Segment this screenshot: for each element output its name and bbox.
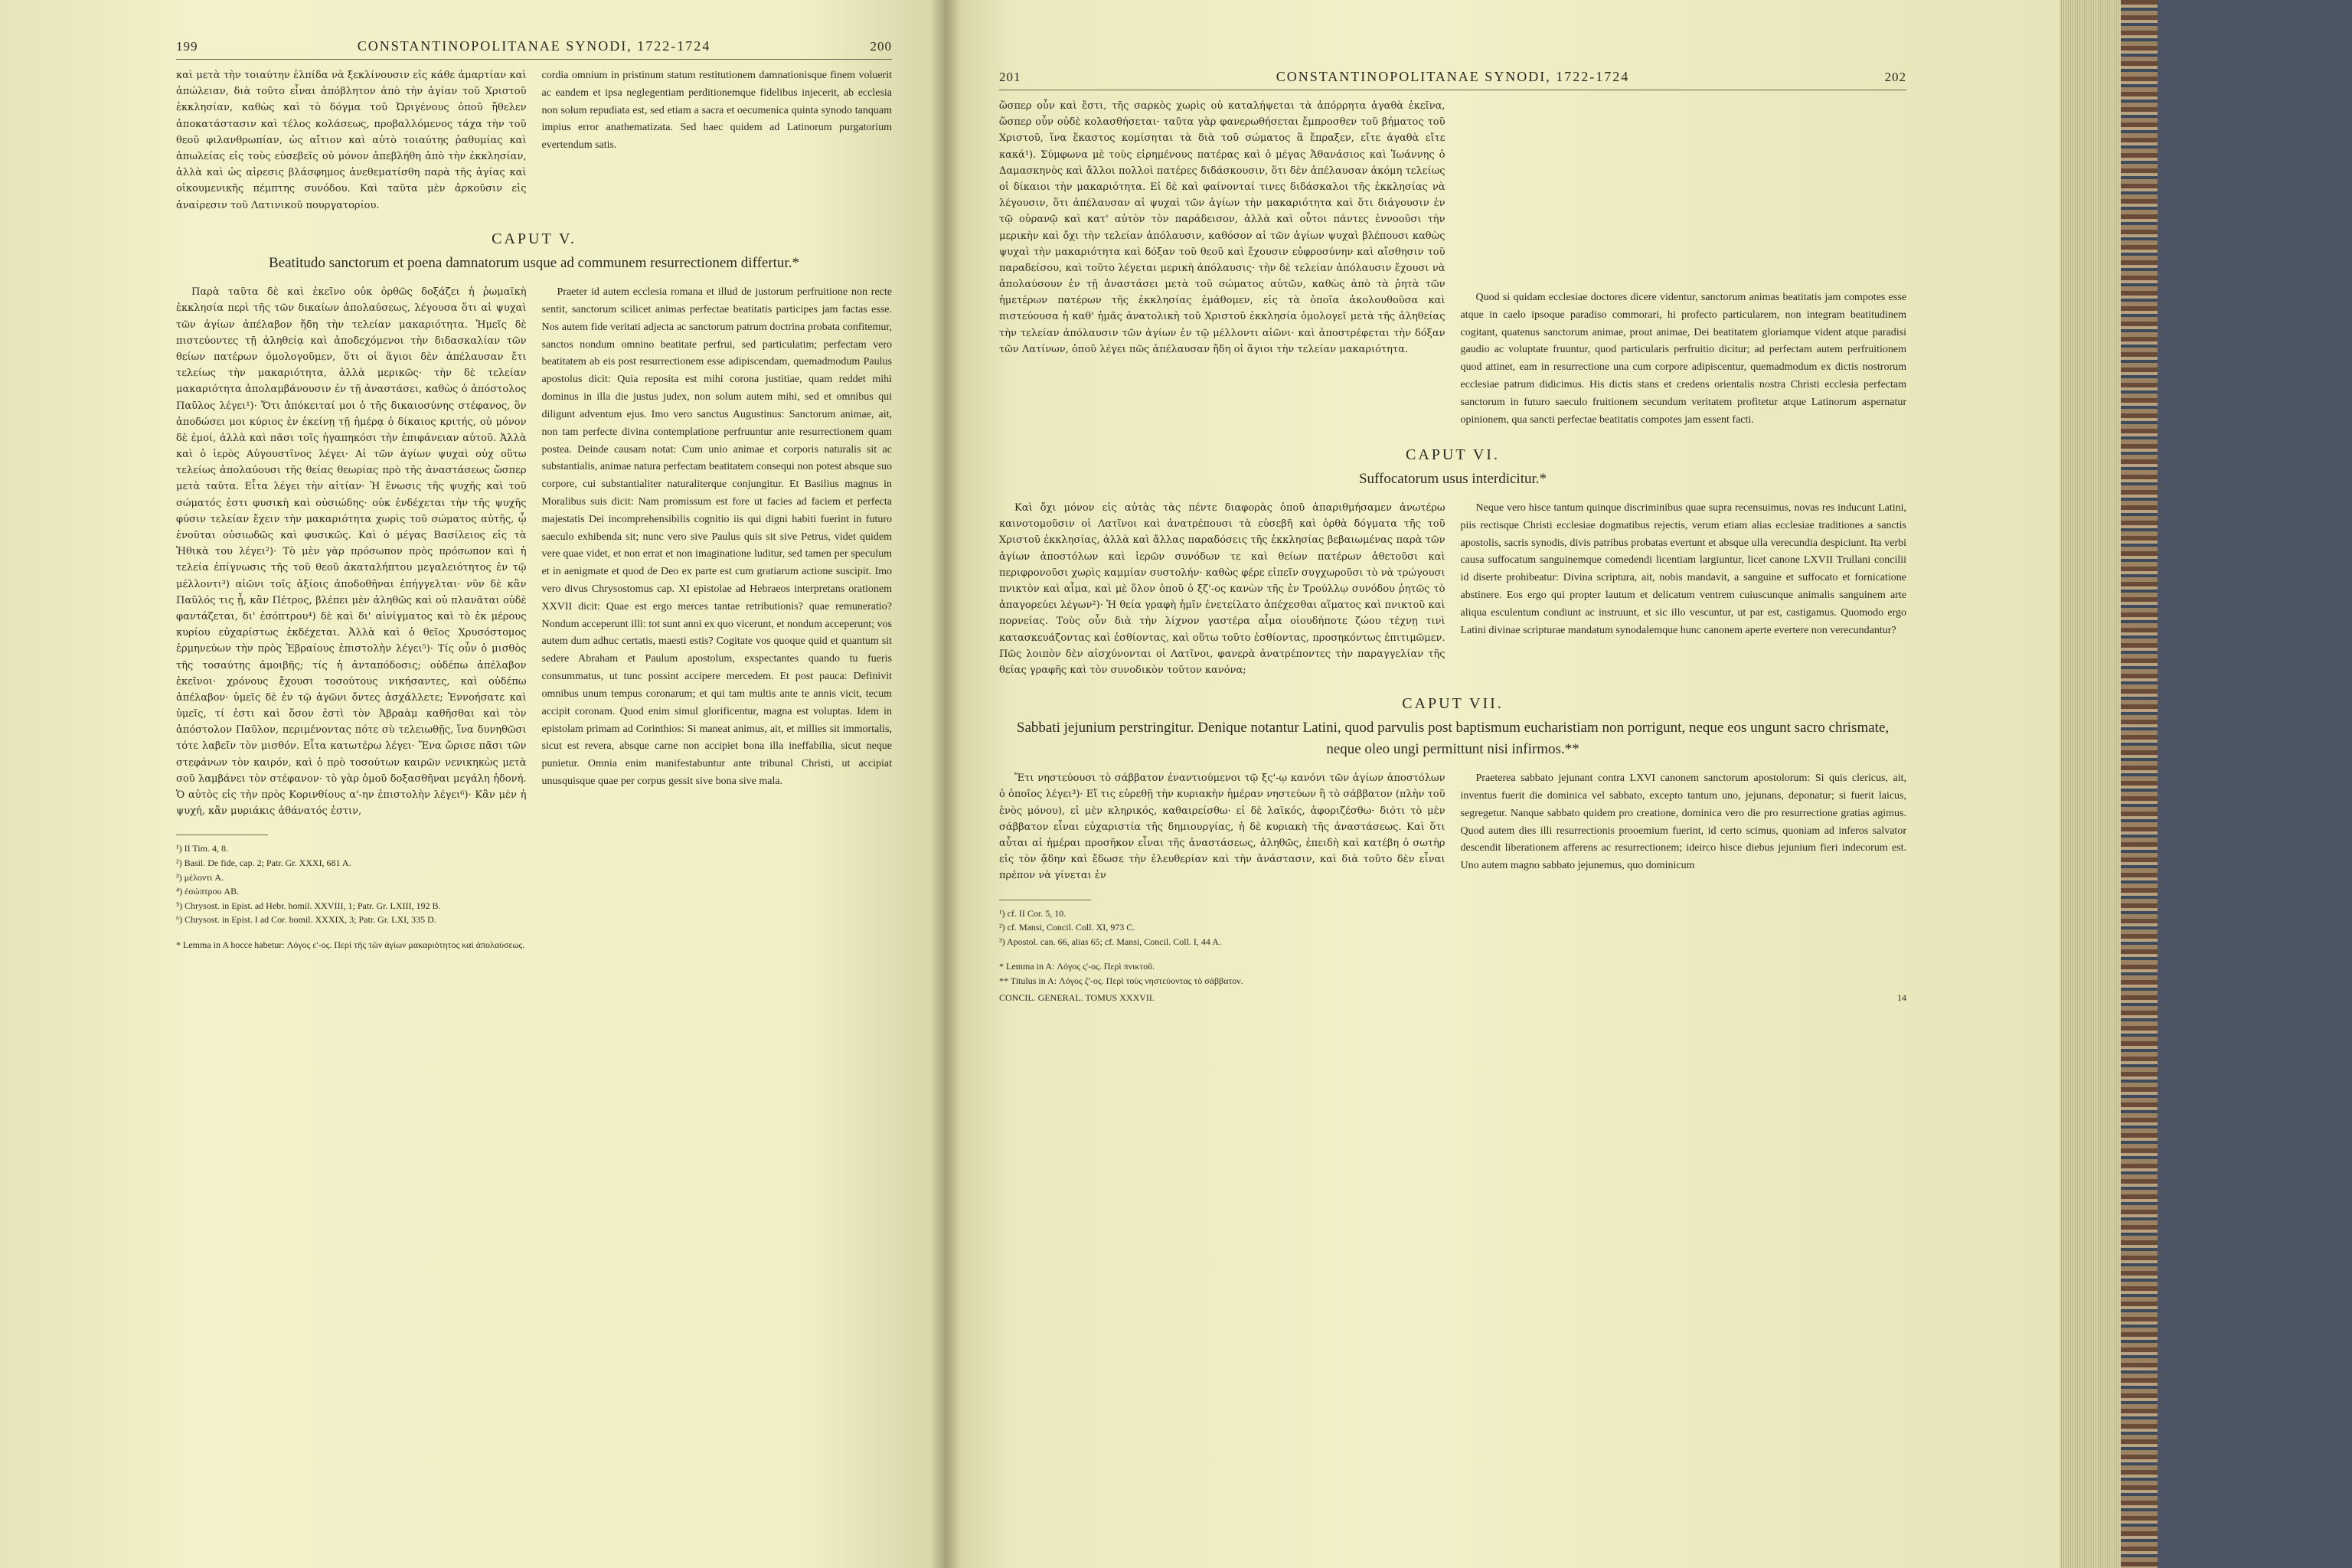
- footnote: ²) Basil. De fide, cap. 2; Patr. Gr. XXXI, 681 A.: [176, 858, 351, 869]
- greek-column: [999, 500, 1446, 683]
- signature-mark: CONCIL. GENERAL. TOMUS XXXVII.: [999, 991, 1155, 1003]
- lemma-note: * Lemma in A hocce habetur: Λόγος ε'-ος. Περὶ τῆς τῶν ἁγίων μακαριότητος καὶ ἀπολαύσεως.: [176, 939, 525, 950]
- latin-column: [542, 284, 893, 824]
- latin-paragraph: cordia omnium in pristinum statum restitutionem damnationisque finem voluerit ac eandem et ipsa neglegentiam perditionemque fidelibus injecerit, ab ecclesia non solum repudiata est, sed etiam a sacra et oecumenica quinta synodo tanquam impius error anathematizata. Sed haec quidem ad Latinorum purgatorium evertendum satis.: [541, 70, 892, 152]
- body-columns: [176, 284, 892, 824]
- signature-number: 14: [1897, 991, 1906, 1003]
- signature-line: [999, 992, 1906, 1004]
- greek-column: [999, 98, 1446, 434]
- page-edges: [2060, 0, 2121, 1568]
- chapter-title: Suffocatorum usus interdicitur.*: [1358, 470, 1547, 487]
- page-number: 201: [999, 70, 1021, 84]
- latin-paragraph: Praeterea sabbato jejunant contra LXVI canonem sanctorum apostolorum: Si quis clericus, ait, inventus fuerit die dominica vel sabbato, excepto tantum uno, jejunans, deponatur; si fuerit laicus, segregetur. Nanque sabbato quidem pro creatione, dominica vero die pro resurrectione gratias agimus. Quod autem dies illi resurrectionis prooemium fuerint, id certo scimus, quoniam ad inferos salvator descendit liberationem afferens ac resurrectionem; ideirco hisce diebus jejunium fieri indecorum est. Uno autem magno sabbato jejunemus, quo dominicum: [1460, 773, 1906, 872]
- latin-column: [542, 67, 893, 218]
- cont-columns: [999, 98, 1906, 434]
- chapter-heading: CAPUT VII.: [1402, 695, 1504, 713]
- header-rule: [176, 59, 892, 60]
- greek-paragraph: Καὶ ὄχι μόνον εἰς αὐτὰς τὰς πέντε διαφορὰς ὁποῦ ἀπαριθμήσαμεν ἀνωτέρω καινοτομοῦσιν οἱ Λατῖνοι καὶ ἀνατρέπουσι τὰ εὐσεβῆ καὶ ὀρθὰ δόγματα τῆς τοῦ Χριστοῦ ἐκκλησίας, ἀλλὰ καὶ ἄλλας παραδόσεις τῆς ἐκκλησίας βεβαιωμένας παρὰ τῶν ἁγίων ἀποστόλων καὶ ἱερῶν συνόδων τε καὶ θείων πατέρων ἀθετοῦσι καὶ περιφρονοῦσι χωρὶς καμμίαν συστολήν· καθὼς φέρε εἰπεῖν συγχωροῦσι τὸ νὰ τρώγουσι πνικτὸν καὶ αἷμα, καὶ μὲ ὅλον ὁποῦ ὁ ξζ'-ος κανὼν τῆς ἐν Τρούλλῳ συνόδου ῥητῶς τὸ ἀπαγορεύει λέγων²)· Ἡ θεία γραφὴ ἡμῖν ἐνετείλατο ἀπέχεσθαι αἵματος καὶ πνικτοῦ καὶ πορνείας. Τοὺς οὖν διὰ τὴν λίχνον γαστέρα αἷμα οἱουδήποτε ζώου τέχνῃ τινὶ κατασκευάζοντας καὶ ἐσθίοντας, καὶ οὕτω τοῦτο ἐσθίοντας, προσηκόντως ἐπιτιμῶμεν. Πῶς λοιπὸν δὲν αἰσχύνονται οἱ Λατῖνοι, φανερὰ ἀνατρέποντες τὴν παραγγελίαν τῆς θείας γραφῆς καὶ τὸν συνοδικὸν τοῦτον κανόνα;: [999, 502, 1446, 676]
- footnote: ⁴) ἐσώπτρου AB.: [176, 886, 240, 897]
- book-binding-edge: [2121, 0, 2158, 1568]
- running-title: CONSTANTINOPOLITANAE SYNODI, 1722-1724: [357, 38, 711, 54]
- latin-column: [1461, 770, 1907, 888]
- page-number: 199: [176, 39, 198, 54]
- c6-columns: [999, 500, 1906, 683]
- running-head: [176, 38, 892, 54]
- intro-columns: [176, 67, 892, 218]
- greek-paragraph: Ἔτι νηστεύουσι τὸ σάββατον ἐναντιούμενοι τῷ ξς'-ῳ κανόνι τῶν ἁγίων ἀποστόλων ὁ ὁποῖος λέγει³)· Εἴ τις εὑρεθῇ τὴν κυριακὴν ἡμέραν νηστεύων ἢ τὸ σάββατον (πλὴν τοῦ ἑνὸς μόνου), εἰ μὲν κληρικός, καθαιρείσθω· εἰ δὲ λαϊκός, ἀφοριζέσθω· διότι τὸ μὲν σάββατον εἶναι εὐχαριστία τῆς δημιουργίας, ἡ δὲ κυριακὴ τῆς ἀναστάσεως. Καὶ ὅτι αὗται αἱ ἡμέραι προσῆκον εἶναι τῆς ἀναστάσεως, ἀληθῶς, ἐπειδὴ καὶ κατέβη ὁ σωτὴρ εἰς τὸν ᾅδην καὶ ἔδωσε τὴν ἐλευθερίαν καὶ τὴν ἀνάστασιν, καὶ διὰ τοῦτο δὲν εἶναι πρέπον νὰ γίνεται ἐν: [999, 773, 1446, 882]
- greek-paragraph: Παρὰ ταῦτα δὲ καὶ ἐκεῖνο οὐκ ὀρθῶς δοξάζει ἡ ῥωμαϊκὴ ἐκκλησία περὶ τῆς τῶν δικαίων ἀπολαύσεως, λέγουσα ὅτι αἱ ψυχαὶ τῶν ἁγίων ἀπέλαβον ἤδη τὴν τελείαν μακαριότητα. Ἡμεῖς δὲ πιστεύοντες τῇ ἀληθείᾳ καὶ ἀποδεχόμενοι τὴν διδασκαλίαν τῶν θείων πατέρων ὁμολογοῦμεν, ὅτι οἱ ἅγιοι δὲν ἀπέλαυσαν ἔτι τελείως τὴν μακαριότητα, ἀλλὰ μερικῶς· τὴν δὲ τελείαν μακαριότητα ἀπολαμβάνουσιν ἐν τῇ ἀναστάσει, καθὼς ὁ ἀπόστολος Παῦλος λέγει¹)· Ὅτι ἀπόκειταί μοι ὁ τῆς δικαιοσύνης στέφανος, ὃν ἀποδώσει μοι κύριος ἐν ἐκείνῃ τῇ ἡμέρᾳ ὁ δίκαιος κριτής, οὐ μόνον δὲ ἐμοί, ἀλλὰ καὶ πᾶσι τοῖς ἠγαπηκόσι τὴν ἐπιφάνειαν αὐτοῦ. Ἀλλὰ καὶ ὁ ἱερὸς Αὐγουστῖνος λέγει· Αἱ τῶν ἁγίων ψυχαὶ οὐχ οὕτω τελείως ἀπολαύουσι τῆς θείας θεωρίας πρὸ τῆς ἀναστάσεως ὥσπερ μετὰ ταῦτα. Εἶτα λέγει τὴν αἰτίαν· Ἡ ἕνωσις τῆς ψυχῆς καὶ τοῦ σώματός ἐστι φυσικὴ καὶ οὐσιώδης· οὐκ ἐνδέχεται τὴν τῆς ψυχῆς φύσιν τελείαν ἔχειν τὴν μακαριότητα χωρὶς τοῦ σώματος αὐτῆς, ᾧ ἑνοῦται οὐσιωδῶς καὶ φυσικῶς. Καὶ ὁ μέγας Βασίλειος εἰς τὰ Ἠθικὰ του λέγει²)· Τὸ μὲν γὰρ πρόσωπον πρὸς πρόσωπον καὶ ἡ τελεία ἐπίγνωσις τῆς τοῦ θεοῦ ἀκαταλήπτου μεγαλειότητος ἐν τῷ μέλλοντι³) αἰῶνι τοῖς ἀξίοις ἀποδοθῆναι ἐπήγγελται· νῦν δὲ κἂν Παῦλός τις ᾖ, κἂν Πέτρος, βλέπει μὲν ἀληθῶς καὶ οὐ πλανᾶται οὐδὲ φαντάζεται, δι' ἐσόπτρου⁴) δὲ καὶ δι' αἰνίγματος καὶ τὸ ἐκ μέρους κυρίου εὐχαρίστως ἐκδέχεται. Ἀλλὰ καὶ ὁ θεῖος Χρυσόστομος ἑρμηνεύων τὴν πρὸς Ἑβραίους ἐπιστολὴν λέγει⁵)· Τίς οὖν ὁ μισθὸς τῆς τοσαύτης ἀμοιβῆς; τίς ἡ ἀνταπόδοσις; οὐδέπω ἀπέλαβον ἐκεῖνοι· χρόνους ἔχουσι τοσούτους νικήσαντες, καὶ οὐδέπω ἀπέλαβον· ὑμεῖς δὲ ἐν τῷ ἀγῶνι ὄντες ἀσχάλλετε; Ἐννοήσατε καὶ ὑμεῖς, τί ἐστι καὶ ὅσον ἐστὶ τὸν Ἀβραὰμ καθῆσθαι καὶ τὸν ἀπόστολον Παῦλον, περιμένοντας πότε σὺ τελειωθῇς, ἵνα δυνηθῶσι τότε λαβεῖν τὸν μισθόν. Εἶτα κατωτέρω λέγει· Ἕνα ὥρισε πᾶσι τῶν στεφάνων τὸν καιρόν, καὶ ὁ πρὸ τοσούτων καιρῶν νενικηκὼς μετὰ σοῦ λαμβάνει τὸν στέφανον· τὸ γὰρ ὁμοῦ δοξασθῆναι μεγάλη ἡδονή. Ὁ αὐτὸς εἰς τὴν πρὸς Κορινθίους α'-ην ἐπιστολὴν λέγει⁶)· Κἂν μὲν ἡ ψυχή, κἂν μυριάκις ἀθάνατός ἐστιν,: [176, 286, 527, 818]
- latin-paragraph: Praeter id autem ecclesia romana et illud de justorum perfruitione non recte sentit, sanctorum scilicet animas perfectae beatitatis participes jam factas esse. Nos autem fide veritati adjecta ac sanctorum patrum doctrina probata confitemur, sanctos nondum omnino beatitate perfrui, sed particulatim; perfectam vero beatitatem ab eis post resurrectionem esse adipiscendam, quemadmodum Paulus apostolus dicit: Quia reposita est mihi corona justitiae, quam reddet mihi dominus in illa die justus judex, non solum autem mihi, sed et omnibus qui diligunt adventum ejus. Imo vero sanctus Augustinus: Sanctorum animae, ait, non tam perfecte divina contemplatione perfruuntur ante resurrectionem quam postea. Deinde causam notat: Cum unio animae et corporis naturalis sit ac substantialis, animae natura perfectam beatitatem consequi non potest absque suo corpore, cui substantialiter naturaliterque conjungitur. Et Basilius magnus in Moralibus suis dicit: Nam promissum est fore ut facies ad faciem et perfecta majestatis Dei incomprehensibilis cognitio iis qui digni habiti fuerint in futuro saeculo exhibenda sit; nunc vero sive Paulus quis sit sive Petrus, videt quidem vere quae videt, et non errat et non imaginatione luditur, sed tamen per speculum et in aenigmate et quod de Deo ex parte est cum gratiarum actione suscipit. Imo vero divus Chrysostomus cap. XI epistolae ad Hebraeos interpretans orationem XXVII dicit: Quae est ergo merces tantae retributionis? quae remuneratio? Nondum acceperunt illi: tot sunt anni ex quo vicerunt, et nondum acceperunt; vos autem dum adhuc certatis, maesti estis? Cogitate vos quoque quid et quantum sit sedere Abraham et Paulum apostolum, exspectantes quando tu fueris consummatus, ut tunc possint accipere mercedem. Et post pauca: Definivit omnibus unum tempus coronarum; et qui tam multis ante te annis vicit, tecum accipit coronam. Quod enim simul glorificentur, magna est voluptas. Idem in epistolam primam ad Corinthios: Si maneat animus, ait, et millies sit immortalis, sicut est revera, absque carne non accipiet bona illa ineffabilia, sicut neque punietur. Omnia enim manifestabuntur ante tribunal Christi, ut accipiat unusquisque quae per corpus gessit sive bona sive mala.: [541, 286, 892, 787]
- running-head: [999, 69, 1906, 85]
- running-title: CONSTANTINOPOLITANAE SYNODI, 1722-1724: [1276, 69, 1630, 84]
- greek-column: [176, 284, 527, 824]
- latin-column: [1461, 98, 1907, 434]
- latin-column: [1461, 500, 1907, 683]
- footnotes: [999, 906, 1906, 949]
- column-number: 202: [1884, 70, 1906, 84]
- latin-paragraph: Quod si quidam ecclesiae doctores dicere videntur, sanctorum animas beatitatis jam compotes esse atque in caelo ipsoque paradiso commorari, hi profecto particularem, non integram beatitudinem cogitant, quatenus sanctorum animae, prout animae, Dei beatitatem gloriamque vident atque paradisi gaudio ac voluptate fruuntur, quod particularis perfruitio dicitur; ad perfectam autem perfruitionem quod attinet, eam in resurrectione una cum corpore adipiscentur, quemadmodum ex dictis nostrorum ecclesiae patrum didicimus. His dictis stans et credens orientalis nostra Christi ecclesia perfectam sanctorum in futuro saeculo fruitionem secundum veritatem profitetur atque Latinorum aspernatur opinionem, qua sancti perfectae beatitatis compotes jam essent facti.: [1460, 292, 1906, 426]
- footnote: ⁶) Chrysost. in Epist. I ad Cor. homil. XXXIX, 3; Patr. Gr. LXI, 335 D.: [176, 914, 436, 926]
- chapter-heading: CAPUT VI.: [1406, 446, 1500, 463]
- chapter-heading: CAPUT V.: [492, 230, 577, 247]
- footnote: ²) cf. Mansi, Concil. Coll. XI, 973 C.: [999, 922, 1135, 933]
- lemma-note: [999, 959, 1906, 988]
- chapter-title: Beatitudo sanctorum et poena damnatorum usque ad communem resurrectionem differtur.*: [269, 254, 799, 271]
- footnote: ⁵) Chrysost. in Epist. ad Hebr. homil. XXVIII, 1; Patr. Gr. LXIII, 192 B.: [176, 900, 441, 911]
- greek-paragraph: καὶ μετὰ τὴν τοιαύτην ἐλπίδα νὰ ξεκλίνουσιν εἰς κάθε ἁμαρτίαν καὶ ἀπώλειαν, διὰ τοῦτο εἶναι ἀπόβλητον ἀπὸ τὴν ἁγίαν τοῦ Χριστοῦ ἐκκλησίαν, καθὼς καὶ τὸ δόγμα τοῦ Ὠριγένους ὁποῦ ἤθελεν ἀποκατάστασιν καὶ τέλος κολάσεως, προβαλλόμενος τάχα τὴν τοῦ θεοῦ φιλανθρωπίαν, ὡς αἴτιον καὶ αὐτὸ τοιαύτης ῥαθυμίας καὶ ἀπωλείας εἰς τοὺς εὐσεβεῖς οὐ μόνον ἀπεβλήθη ἀπὸ τὴν ἐκκλησίαν, ἀλλὰ καὶ ὡς αἱρεσις βλάσφημος ἀνεθεματίσθη παρὰ τῆς ἁγίας καὶ οἰκουμενικῆς πέμπτης συνόδου. Καὶ ταῦτα μὲν ἀρκοῦσιν εἰς ἀναίρεσιν τοῦ Λατινικοῦ πουργατορίου.: [176, 70, 527, 211]
- lemma-line: ** Titulus in A: Λόγος ζ'-ος. Περὶ τοὺς νηστεύοντας τὸ σάββατον.: [999, 975, 1243, 987]
- lemma-line: * Lemma in A: Λόγος ς'-ος. Περὶ πνικτοῦ.: [999, 961, 1155, 972]
- footnote: ³) μέλοντι A.: [176, 871, 224, 883]
- greek-column: [999, 770, 1446, 888]
- left-page: [0, 0, 946, 1568]
- book-gutter: [930, 0, 961, 1568]
- footnote: ³) Apostol. can. 66, alias 65; cf. Mansi, Concil. Coll. I, 44 A.: [999, 936, 1221, 947]
- column-number: 200: [870, 39, 892, 54]
- footnotes: [176, 841, 892, 927]
- c7-columns: [999, 770, 1906, 888]
- latin-paragraph: Neque vero hisce tantum quinque discriminibus quae supra recensuimus, novas res inducunt Latini, piis rectisque Christi ecclesiae dogmatibus rejectis, verum etiam alias ecclesiae traditiones a sanctis apostolis, sacris synodis, divis patribus probatas evertunt et absque ulla verecundia despiciunt. Ita verbi causa suffocatum sanguinemque comedendi licentiam largiuntur, licet canone LXVII Trullani concilii id diserte prohibeatur: Divina scriptura, ait, nobis mandavit, a sanguine et suffocato et fornicatione abstinere. Eos ergo qui propter lautum et delicatum ventrem cuiuscunque animalis sanguinem arte aliqua esculentum condiunt ac instruunt, et sic illo vescuntur, ut par est, castigamus. Quomodo ergo Latini divinae scripturae mandatum synodalemque hunc canonem aperte evertere non verecundantur?: [1460, 502, 1906, 636]
- footnote: ¹) II Tim. 4, 8.: [176, 843, 228, 854]
- greek-paragraph: ὥσπερ οὖν καὶ ἔστι, τῆς σαρκὸς χωρὶς οὐ καταλήψεται τὰ ἀπόρρητα ἀγαθὰ ἐκεῖνα, ὥσπερ οὖν οὐδὲ κολασθήσεται· ταῦτα γὰρ φανερωθήσεται ἔμπροσθεν τοῦ βήματος τοῦ Χριστοῦ, ἵνα ἕκαστος κομίσηται τὰ διὰ τοῦ σώματος ἃ ἔπραξεν, εἴτε ἀγαθὰ εἴτε κακά¹). Σύμφωνα μὲ τοὺς εἰρημένους πατέρας καὶ ὁ μέγας Ἀθανάσιος καὶ Ἰωάννης ὁ Δαμασκηνὸς καὶ ἄλλοι πολλοὶ πατέρες διδάσκουσιν, ὅτι δὲν ἀπέλαυσαν ἀκόμη τελείως οἱ δίκαιοι τὴν μακαριότητα. Εἰ δὲ καὶ φαίνονταί τινες διδάσκαλοι τῆς ἐκκλησίας νὰ λέγουσιν, ὅτι ἀπέλαυσαν αἱ ψυχαὶ τῶν ἁγίων τὴν μακαριότητα καὶ ὅτι διάγουσιν ἐν τῷ οὐρανῷ καὶ κατ' αὐτὸν τὸν παράδεισον, ἀλλὰ καὶ οὗτοι πάντες ἐννοοῦσι τὴν μερικὴν καὶ ὄχι τὴν τελείαν ἀπόλαυσιν, καθόσον αἱ τῶν ἁγίων ψυχαὶ βλέπουσι καθὼς ψυχαὶ τὴν μακαριότητα καὶ δόξαν τοῦ θεοῦ καὶ ἔχουσιν εὐφροσύνην καὶ αἴσθησιν τοῦ παραδείσου, καὶ τοῦτο λέγεται μερικὴ ἀπόλαυσις· τὴν δὲ τελείαν ἀπόλαυσιν ἔχουσι νὰ ἀπολαύσουν ἐν τῇ ἀναστάσει μετὰ τοῦ σώματος αὐτῶν, καθὼς ἀπὸ τὰ ῥητὰ τῶν ἡμετέρων πατέρων τῆς ἐκκλησίας ἐμάθομεν, εἰς τὰ ὁποῖα ἀκολουθοῦσα καὶ πιστεύουσα ἡ καθ' ἡμᾶς ἀνατολικὴ τοῦ Χριστοῦ ἐκκλησία ὁμολογεῖ μετὰ τῆς ἀληθείας τὴν τελείαν ἀπόλαυσιν τῶν ἁγίων ἐν τῷ μέλλοντι αἰῶνι· καὶ ἀποστρέφεται τὴν δόξαν τῶν Λατίνων, ὁποῦ λέγει πῶς ἀπέλαυσαν ἤδη οἱ ἅγιοι τὴν τελείαν μακαριότητα.: [999, 100, 1446, 355]
- chapter-title: Sabbati jejunium perstringitur. Denique notantur Latini, quod parvulis post baptismum eucharistiam non porrigunt, neque eos ungunt sacro chrismate, neque oleo ungi permittunt nisi infirmos.**: [1016, 720, 1890, 757]
- footnote: ¹) cf. II Cor. 5, 10.: [999, 907, 1067, 919]
- right-page: [946, 0, 2060, 1568]
- greek-column: [176, 67, 527, 218]
